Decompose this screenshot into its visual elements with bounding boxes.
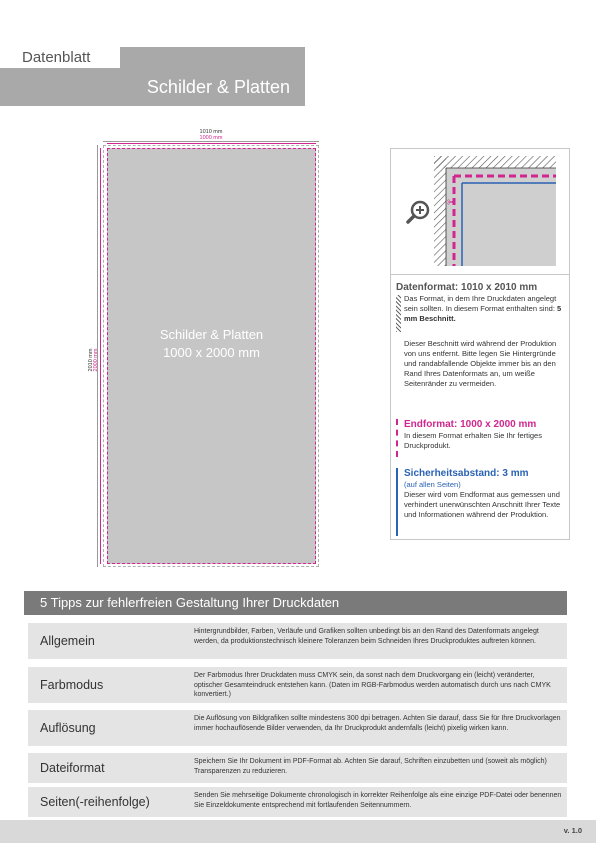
tip-text: Die Auflösung von Bildgrafiken sollte mindestens 300 dpi betragen. Achten Sie darauf, dass Sie für Ihre Druckvorlagen immer hochauflösende Bilder verwenden, da Ihr Druckprodukt andernfalls (leicht) pixelig wirken kann. [194, 715, 561, 732]
tip-label: Auflösung [40, 721, 96, 735]
data-format-bleed: 5 mm Beschnitt. [404, 304, 562, 323]
tip-text: Der Farbmodus Ihrer Druckdaten muss CMYK sein, da sonst nach dem Druckvorgang ein (leicht) veränderter, optischer Gesamteindruck entstehen kann. (Daten im RGB-Farbmodus werden automatisch durch uns nach CMYK konvertiert.) [194, 672, 551, 698]
bleed-text: Dieser Beschnitt wird während der Produktion von uns entfernt. Bitte legen Sie Hintergründe und randabfallende Objekte immer bis an den Rand Ihres Datenformats an, um weiße Seitenränder zu vermeiden. [404, 339, 557, 388]
safety-text: Dieser wird vom Endformat aus gemessen und verhindert unerwünschten Anschnitt Ihrer Texte und Informationen während der Produktion. [404, 490, 561, 519]
zoom-in-icon [405, 199, 431, 225]
data-format-marker [396, 295, 401, 332]
version-label: v. 1.0 [563, 826, 582, 835]
tip-text: Speichern Sie Ihr Dokument im PDF-Format ab. Achten Sie darauf, Schriften einzubetten und (soweit als möglich) Transparenzen zu reduzieren. [194, 758, 547, 775]
tip-row [28, 787, 567, 817]
safety-subtitle: (auf allen Seiten) [404, 480, 461, 489]
header-label: Datenblatt [0, 47, 120, 69]
tip-label: Farbmodus [40, 678, 104, 692]
plate-title: Schilder & Platten [159, 327, 264, 342]
height-final-label: 2000 mm [93, 348, 99, 372]
tip-label: Allgemein [40, 634, 95, 648]
tip-label: Dateiformat [40, 761, 105, 775]
safety-marker [396, 468, 398, 536]
safety-section [396, 468, 568, 520]
height-final-line [100, 148, 101, 564]
width-dimension [103, 129, 319, 141]
tip-text: Senden Sie mehrseitige Dokumente chronologisch in korrekter Reihenfolge als eine einzige PDF-Datei oder benennen Sie Einzeldokumente entsprechend mit fortlaufenden Seitennummern. [194, 792, 562, 809]
footer-bar [0, 820, 596, 843]
tip-row [28, 710, 567, 746]
tip-text: Hintergrundbilder, Farben, Verläufe und Grafiken sollten unbedingt bis an den Rand des Datenformats angelegt werden, da produktionstechnisch kleinere Toleranzen beim Schneiden Ihres Druckproduktes auftreten können. [194, 628, 539, 645]
width-data-label: 1010 mm [199, 129, 223, 135]
data-format-desc: Das Format, in dem Ihre Druckdaten angelegt sein sollten. In diesem Format enthalten sind: [404, 294, 557, 313]
data-format-title: Datenformat: 1010 x 2010 mm [396, 282, 538, 293]
tip-label: Seiten(-reihenfolge) [40, 795, 150, 809]
width-final-line [107, 143, 316, 144]
tip-row [28, 753, 567, 783]
height-data-label: 2010 mm [88, 348, 94, 372]
height-dimension [86, 341, 99, 381]
tips-heading: 5 Tipps zur fehlerfreien Gestaltung Ihrer Druckdaten [24, 591, 567, 615]
page-title: Schilder & Platten [146, 77, 290, 97]
tip-row [28, 623, 567, 659]
plate-label [107, 326, 316, 362]
tip-row [28, 667, 567, 703]
width-final-label: 1000 mm [199, 135, 223, 141]
width-dimension-line [103, 141, 319, 142]
svg-text:✂: ✂ [447, 196, 457, 209]
end-format-text: In diesem Format erhalten Sie Ihr fertiges Druckprodukt. [404, 431, 542, 450]
corner-detail-illustration [434, 156, 556, 266]
end-format-section [396, 419, 564, 451]
safety-title: Sicherheitsabstand: 3 mm [404, 468, 529, 479]
data-format-text [396, 294, 564, 324]
plate-size: 1000 x 2000 mm [163, 345, 260, 360]
end-format-title: Endformat: 1000 x 2000 mm [404, 419, 537, 430]
data-format-section [396, 282, 564, 324]
end-format-marker [396, 419, 400, 457]
